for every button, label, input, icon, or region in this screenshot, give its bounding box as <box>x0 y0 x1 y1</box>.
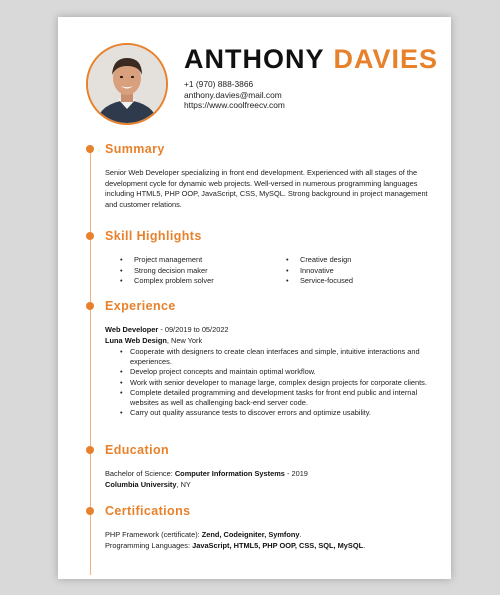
person-portrait-icon <box>88 45 166 123</box>
job-dates: - 09/2019 to 05/2022 <box>158 325 229 334</box>
summary-text: Senior Web Developer specializing in front end development. Experienced with all stages of the development cycle for dynamic web projects. Well-versed in numerous programming languages including HTML5, PHP OOP, JavaScript, CSS, MySQL. Strong background in project management and customer relations. <box>105 168 428 209</box>
languages-label: Programming Languages: <box>105 540 193 550</box>
skills-dot-icon <box>86 232 94 240</box>
skill-item: • Complex problem solver <box>120 276 214 287</box>
phone-number: +1 (970) 888-3866 <box>184 79 254 89</box>
experience-bullet: • Work with senior developer to manage large, complex design projects for corporate clients. <box>120 378 438 388</box>
candidate-name <box>184 43 438 75</box>
website-link[interactable]: https://www.coolfreecv.com <box>184 100 285 111</box>
certification-end: . <box>299 530 302 539</box>
skills-list-right <box>286 255 353 287</box>
summary-heading: Summary <box>105 142 165 156</box>
certification-line <box>105 530 435 541</box>
certifications-heading: Certifications <box>105 504 191 518</box>
school-name: Columbia University <box>105 479 177 489</box>
experience-role-line <box>105 325 435 336</box>
degree-field: Computer Information Systems <box>174 469 285 478</box>
skill-item: • Strong decision maker <box>120 266 214 277</box>
skills-heading: Skill Highlights <box>105 229 202 243</box>
languages-end: . <box>363 540 366 550</box>
graduation-year: - 2019 <box>284 469 308 478</box>
resume-page <box>58 17 451 579</box>
profile-photo <box>86 43 168 125</box>
skill-item: • Project management <box>120 255 214 266</box>
education-school-line <box>105 480 435 491</box>
first-name: ANTHONY <box>184 44 325 74</box>
summary-dot-icon <box>86 145 94 153</box>
experience-bullets <box>120 347 438 418</box>
company-name: Luna Web Design <box>105 335 167 345</box>
skill-item: • Innovative <box>286 266 353 277</box>
education-heading: Education <box>105 443 170 457</box>
experience-dot-icon <box>86 302 94 310</box>
certifications-dot-icon <box>86 507 94 515</box>
experience-bullet: • Cooperate with designers to create clean interfaces and simple, intuitive interactions and experiences. <box>120 347 438 367</box>
experience-bullet: • Complete detailed programming and development tasks for front end public and internal websites as well as challenging back-end server code. <box>120 388 438 408</box>
certification-value: Zend, Codeigniter, Symfony <box>201 530 300 539</box>
experience-bullet: • Carry out quality assurance tests to discover errors and optimize usability. <box>120 408 438 418</box>
degree-prefix: Bachelor of Science: <box>105 469 175 478</box>
job-title: Web Developer <box>105 325 159 334</box>
education-degree-line <box>105 469 435 480</box>
experience-heading: Experience <box>105 299 176 313</box>
company-location: , New York <box>166 335 203 345</box>
languages-value: JavaScript, HTML5, PHP OOP, CSS, SQL, MySQL <box>192 540 364 550</box>
experience-company-line <box>105 336 435 347</box>
last-name: DAVIES <box>333 44 439 74</box>
experience-bullet: • Develop project concepts and maintain optimal workflow. <box>120 367 438 377</box>
certification-label: PHP Framework (certificate): <box>105 530 202 539</box>
email-link[interactable]: anthony.davies@mail.com <box>184 89 282 100</box>
skill-item: • Creative design <box>286 255 353 266</box>
education-dot-icon <box>86 446 94 454</box>
contact-info <box>184 79 285 111</box>
languages-line <box>105 541 435 552</box>
skill-item: • Service-focused <box>286 276 353 287</box>
school-location: , NY <box>176 479 191 489</box>
skills-list-left <box>120 255 214 287</box>
